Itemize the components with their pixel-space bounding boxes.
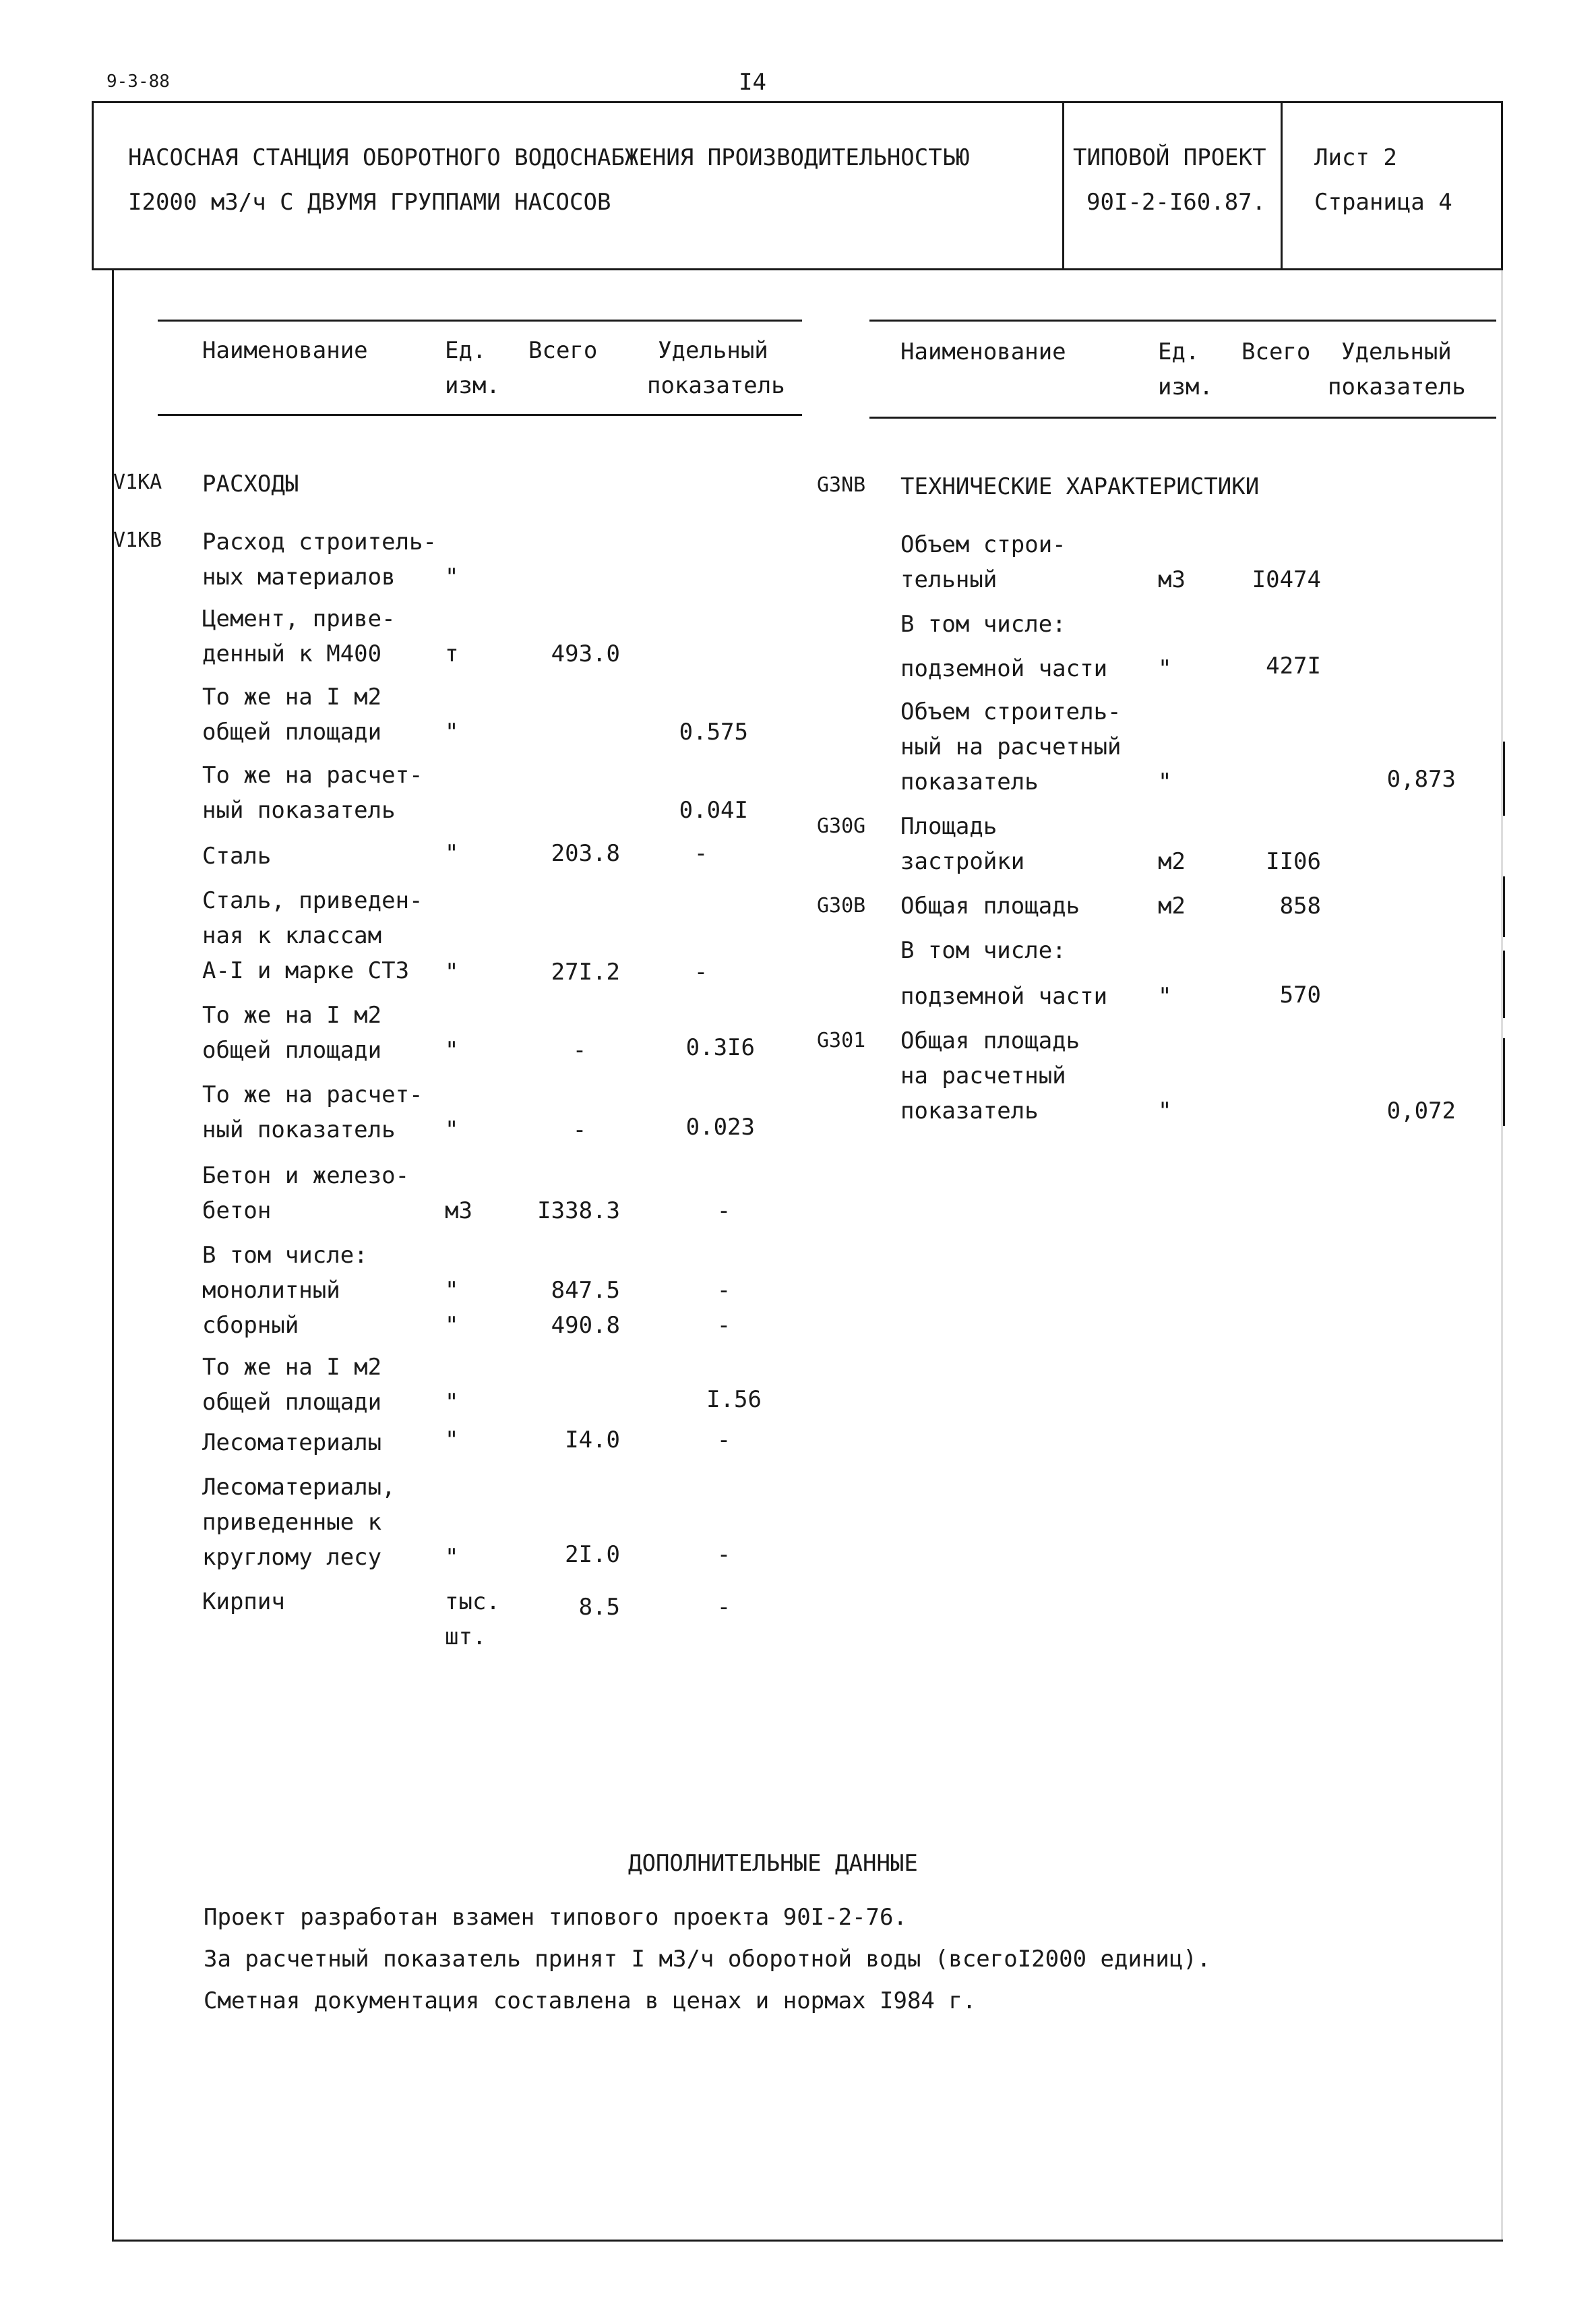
row-specific: 0,072	[1386, 1098, 1456, 1124]
row-unit: " "	[445, 1277, 459, 1339]
title-line-1: НАСОСНАЯ СТАНЦИЯ ОБОРОТНОГО ВОДОСНАБЖЕНИЯ ПРОИЗВОДИТЕЛЬНОСТЬЮ	[128, 144, 970, 171]
row-specific: 0.575	[679, 719, 748, 746]
row-specific: -	[694, 840, 708, 867]
col-unit-header-right-2: изм.	[1158, 373, 1213, 400]
row-name: Лесоматериалы	[202, 1429, 382, 1456]
row-specific: 0.023	[685, 1114, 755, 1141]
row-specific: -	[716, 1541, 731, 1568]
row-code: G30G	[817, 814, 866, 838]
left-table-header-rule	[158, 414, 802, 416]
col-unit-header-right-1: Ед.	[1158, 338, 1200, 365]
row-name: Расход строитель- ных материалов	[202, 529, 437, 591]
col-name-header-right: Наименование	[900, 338, 1066, 365]
header-divider-1	[1062, 101, 1064, 270]
row-specific: 0.3I6	[685, 1034, 755, 1061]
row-unit: "	[445, 1389, 459, 1416]
row-name: Объем строи- тельный	[900, 531, 1066, 593]
row-total: I4.0	[565, 1427, 620, 1453]
row-unit: м2	[1158, 848, 1186, 875]
scan-mark	[1503, 1038, 1505, 1126]
left-section-code: V1KA	[113, 471, 162, 494]
col-unit-header-1: Ед.	[445, 337, 487, 364]
row-total: 493.0	[551, 640, 620, 667]
scan-mark	[1503, 876, 1505, 937]
row-specific: -	[694, 959, 708, 986]
project-label: ТИПОВОЙ ПРОЕКТ	[1073, 144, 1266, 171]
row-name: Цемент, приве- денный к М400	[202, 605, 396, 667]
sheet-label: Лист 2	[1314, 144, 1397, 171]
col-specific-header-right-2: показатель	[1328, 373, 1466, 400]
row-name: Площадь застройки	[900, 813, 1025, 875]
col-name-header: Наименование	[202, 337, 368, 364]
header-divider-2	[1281, 101, 1283, 270]
right-section-title: ТЕХНИЧЕСКИЕ ХАРАКТЕРИСТИКИ	[900, 473, 1260, 500]
row-total: II06	[1266, 848, 1321, 875]
row-specific: I.56	[706, 1386, 762, 1413]
row-name: То же на I м2 общей площади	[202, 1354, 382, 1416]
row-name: В том числе:	[900, 611, 1066, 638]
project-code: 90I-2-I60.87.	[1086, 189, 1266, 216]
right-table-header-rule	[869, 417, 1496, 419]
row-total: 27I.2	[551, 959, 620, 986]
row-unit: т	[445, 640, 459, 667]
frame-right-upper	[1501, 101, 1503, 270]
col-specific-header-right-1: Удельный	[1341, 338, 1452, 365]
additional-line-3: Сметная документация составлена в ценах и нормах I984 г.	[204, 1987, 977, 2014]
row-name: То же на расчет- ный показатель	[202, 762, 423, 824]
right-table-top-rule	[869, 320, 1496, 322]
row-total: 858	[1279, 893, 1321, 920]
col-specific-header-1: Удельный	[658, 337, 768, 364]
page-number: I4	[739, 69, 766, 96]
additional-line-1: Проект разработан взамен типового проекта 90I-2-76.	[204, 1904, 907, 1931]
row-unit: м3	[1158, 566, 1186, 593]
row-name: Лесоматериалы, приведенные к круглому лесу	[202, 1474, 396, 1571]
row-name: В том числе:	[900, 937, 1066, 964]
row-specific: -	[716, 1594, 731, 1621]
row-name: подземной части	[900, 983, 1108, 1010]
row-name: Кирпич	[202, 1588, 285, 1615]
row-specific: - -	[716, 1277, 731, 1339]
row-name: То же на I м2 общей площади	[202, 1002, 382, 1064]
row-specific: -	[716, 1427, 731, 1453]
row-name: Объем строитель- ный на расчетный показатель	[900, 698, 1122, 796]
row-specific: 0,873	[1386, 766, 1456, 793]
row-code: G30B	[817, 894, 866, 918]
col-unit-header-2: изм.	[445, 372, 500, 399]
row-total: 427I	[1266, 653, 1321, 680]
row-unit: "	[1158, 1098, 1172, 1124]
frame-left-upper	[92, 101, 94, 270]
row-unit: "	[445, 1544, 459, 1571]
row-total: -	[572, 1116, 587, 1143]
row-unit: "	[445, 564, 459, 591]
row-unit: тыс. шт.	[445, 1588, 500, 1650]
scan-mark	[1503, 742, 1505, 816]
additional-title: ДОПОЛНИТЕЛЬНЫЕ ДАННЫЕ	[628, 1850, 918, 1877]
frame-top-line	[92, 101, 1503, 103]
date-code: 9-3-88	[106, 71, 170, 92]
row-unit: "	[1158, 655, 1172, 682]
row-unit: "	[445, 959, 459, 986]
additional-line-2: За расчетный показатель принят I м3/ч оборотной воды (всегоI2000 единиц).	[204, 1946, 1211, 1973]
row-name: То же на I м2 общей площади	[202, 684, 382, 746]
row-total: I338.3	[537, 1197, 620, 1224]
row-name: Бетон и железо- бетон	[202, 1162, 410, 1224]
row-total: 847.5 490.8	[551, 1277, 620, 1339]
row-unit: "	[445, 1427, 459, 1453]
row-total: 2I.0	[565, 1541, 620, 1568]
row-name: То же на расчет- ный показатель	[202, 1081, 423, 1143]
left-table-top-rule	[158, 320, 802, 322]
row-name: подземной части	[900, 655, 1108, 682]
row-specific: 0.04I	[679, 797, 748, 824]
row-code: G301	[817, 1029, 866, 1052]
col-total-header: Всего	[528, 337, 598, 364]
row-total: 570	[1279, 982, 1321, 1009]
page-label: Страница 4	[1314, 189, 1452, 216]
frame-right-line	[1501, 270, 1503, 2241]
row-name: Сталь	[202, 843, 272, 870]
row-total: 203.8	[551, 840, 620, 867]
row-unit: м3	[445, 1197, 472, 1224]
header-bottom-line	[92, 268, 1503, 270]
row-total: 8.5	[578, 1594, 620, 1621]
right-section-code: G3NB	[817, 473, 866, 497]
row-unit: "	[445, 1037, 459, 1064]
row-unit: "	[445, 719, 459, 746]
row-name: В том числе: монолитный сборный	[202, 1242, 368, 1339]
scan-mark	[1503, 951, 1505, 1018]
row-unit: "	[1158, 983, 1172, 1010]
frame-bottom-line	[112, 2240, 1503, 2242]
row-unit: "	[445, 1116, 459, 1143]
row-name: Общая площадь на расчетный показатель	[900, 1027, 1080, 1124]
row-unit: "	[1158, 769, 1172, 796]
frame-left-line	[112, 270, 114, 2241]
row-total: -	[572, 1037, 587, 1064]
row-total: I0474	[1252, 566, 1321, 593]
row-unit: м2	[1158, 893, 1186, 920]
col-specific-header-2: показатель	[647, 372, 785, 399]
row-specific: -	[716, 1197, 731, 1224]
title-line-2: I2000 м3/ч С ДВУМЯ ГРУППАМИ НАСОСОВ	[128, 189, 611, 216]
row-name: Общая площадь	[900, 893, 1080, 920]
left-section-title: РАСХОДЫ	[202, 471, 299, 498]
row-unit: "	[445, 840, 459, 867]
row-code: V1KB	[113, 529, 162, 552]
row-name: Сталь, приведен- ная к классам А-I и марке СТ3	[202, 887, 423, 984]
col-total-header-right: Всего	[1241, 338, 1311, 365]
